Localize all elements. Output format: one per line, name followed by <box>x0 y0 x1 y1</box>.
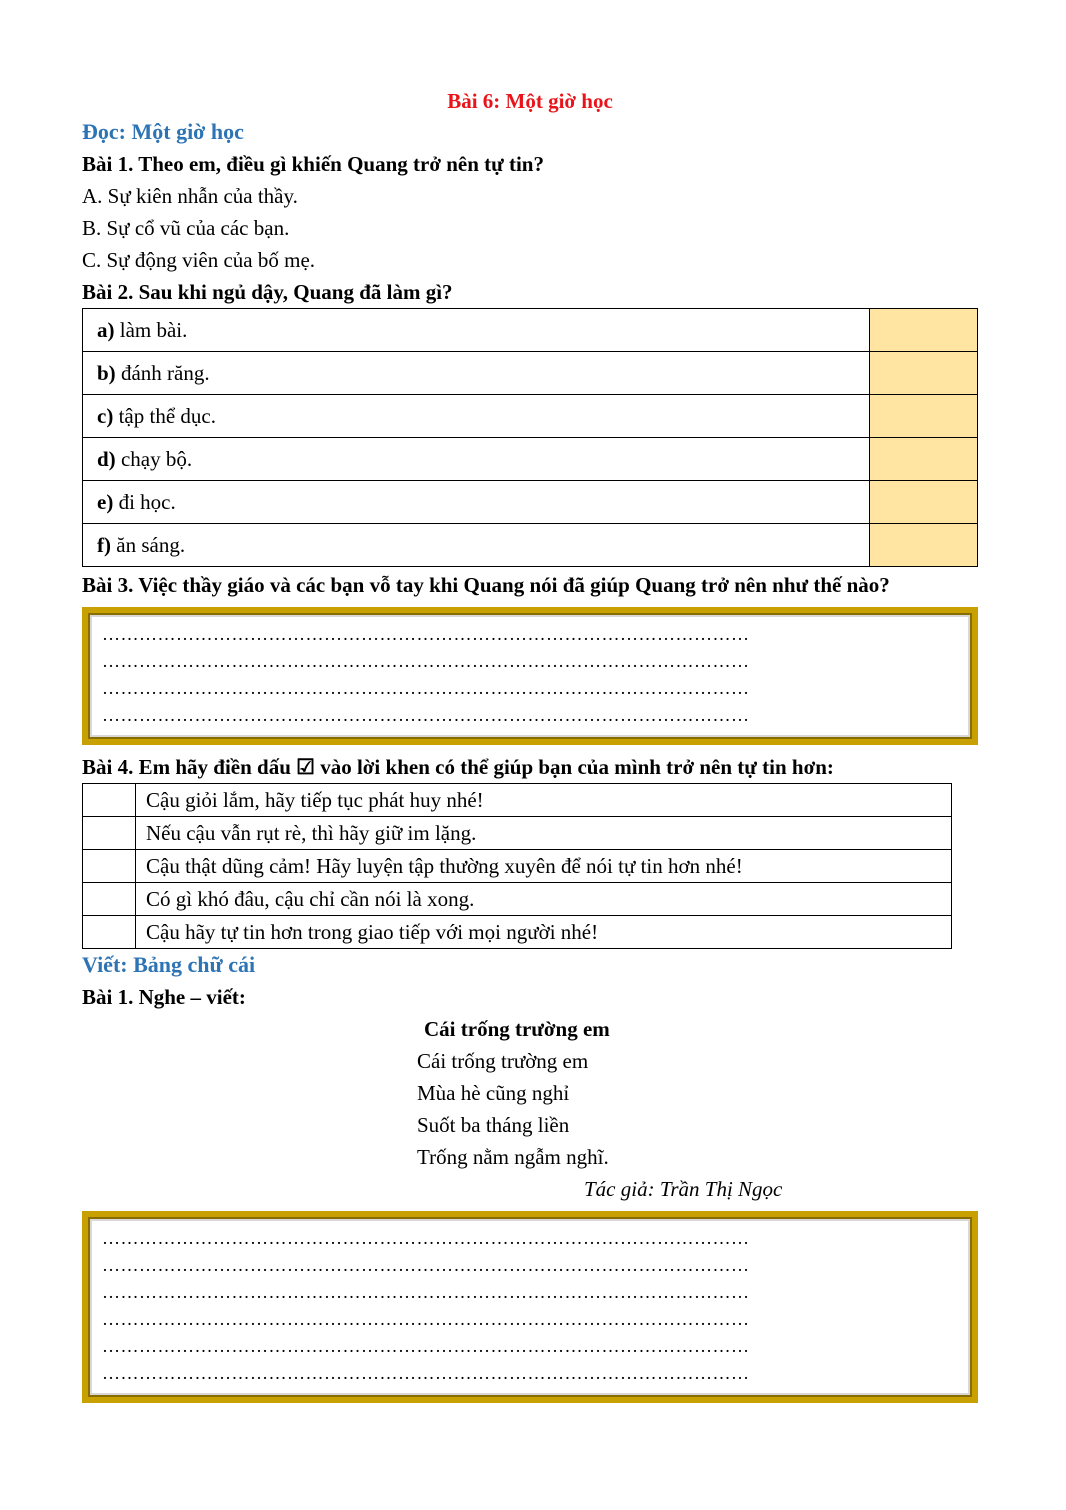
writing-q1: Bài 1. Nghe – viết: <box>82 985 246 1009</box>
reading-heading: Đọc: Một giờ học <box>82 119 244 144</box>
answer-line[interactable]: …………………………………………………………………………………………… <box>102 651 750 671</box>
q2-row: e) đi học. <box>83 481 978 524</box>
poem-line: Trống nằm ngẫm nghĩ. <box>417 1145 609 1169</box>
q4-row: Nếu cậu vẫn rụt rè, thì hãy giữ im lặng. <box>83 817 952 850</box>
q4-question: Bài 4. Em hãy điền dấu ☑ vào lời khen có thể giúp bạn của mình trở nên tự tin hơn: <box>82 755 834 779</box>
answer-line[interactable]: …………………………………………………………………………………………… <box>102 1255 750 1275</box>
poem-author: Tác giả: Trần Thị Ngọc <box>584 1177 783 1201</box>
answer-line[interactable]: …………………………………………………………………………………………… <box>102 1336 750 1356</box>
q2-answer-cell[interactable] <box>870 352 978 395</box>
answer-line[interactable]: …………………………………………………………………………………………… <box>102 1282 750 1302</box>
q4-checkbox[interactable] <box>83 784 136 817</box>
q2-row: b) đánh răng. <box>83 352 978 395</box>
q1-option-a[interactable]: A. Sự kiên nhẫn của thầy. <box>82 184 298 208</box>
q3-answer-frame[interactable] <box>82 607 978 745</box>
q1-option-b[interactable]: B. Sự cổ vũ của các bạn. <box>82 216 290 240</box>
q1-option-c[interactable]: C. Sự động viên của bố mẹ. <box>82 248 316 272</box>
q2-answer-cell[interactable] <box>870 395 978 438</box>
q2-question: Bài 2. Sau khi ngủ dậy, Quang đã làm gì? <box>82 280 453 304</box>
q4-table <box>82 783 952 949</box>
q4-checkbox[interactable] <box>83 883 136 916</box>
q1-question: Bài 1. Theo em, điều gì khiến Quang trở nên tự tin? <box>82 152 544 176</box>
writing-answer-frame[interactable] <box>82 1211 978 1403</box>
q4-row: Cậu hãy tự tin hơn trong giao tiếp với mọi người nhé! <box>83 916 952 949</box>
q4-row: Có gì khó đâu, cậu chỉ cần nói là xong. <box>83 883 952 916</box>
q2-row: c) tập thể dục. <box>83 395 978 438</box>
answer-line[interactable]: …………………………………………………………………………………………… <box>102 705 750 725</box>
q2-row: a) làm bài. <box>83 309 978 352</box>
poem <box>82 1013 978 1205</box>
poem-line: Cái trống trường em <box>417 1049 589 1073</box>
answer-line[interactable]: …………………………………………………………………………………………… <box>102 1309 750 1329</box>
q4-checkbox[interactable] <box>83 817 136 850</box>
q4-row: Cậu giỏi lắm, hãy tiếp tục phát huy nhé! <box>83 784 952 817</box>
poem-line: Suốt ba tháng liền <box>417 1113 570 1137</box>
q2-row: f) ăn sáng. <box>83 524 978 567</box>
page-title: Bài 6: Một giờ học <box>447 89 613 113</box>
answer-line[interactable]: …………………………………………………………………………………………… <box>102 624 750 644</box>
q2-answer-cell[interactable] <box>870 524 978 567</box>
q2-row: d) chạy bộ. <box>83 438 978 481</box>
poem-line: Mùa hè cũng nghỉ <box>417 1081 570 1105</box>
q2-answer-cell[interactable] <box>870 438 978 481</box>
writing-heading: Viết: Bảng chữ cái <box>82 952 256 977</box>
worksheet-page <box>82 86 978 1409</box>
q2-table <box>82 308 978 567</box>
q4-row: Cậu thật dũng cảm! Hãy luyện tập thường xuyên để nói tự tin hơn nhé! <box>83 850 952 883</box>
answer-line[interactable]: …………………………………………………………………………………………… <box>102 1363 750 1383</box>
q4-checkbox[interactable] <box>83 850 136 883</box>
answer-line[interactable]: …………………………………………………………………………………………… <box>102 1228 750 1248</box>
q4-checkbox[interactable] <box>83 916 136 949</box>
q2-answer-cell[interactable] <box>870 309 978 352</box>
q3-question: Bài 3. Việc thầy giáo và các bạn vỗ tay khi Quang nói đã giúp Quang trở nên như thế nào? <box>82 573 890 597</box>
q2-answer-cell[interactable] <box>870 481 978 524</box>
answer-line[interactable]: …………………………………………………………………………………………… <box>102 678 750 698</box>
poem-title: Cái trống trường em <box>424 1017 610 1041</box>
